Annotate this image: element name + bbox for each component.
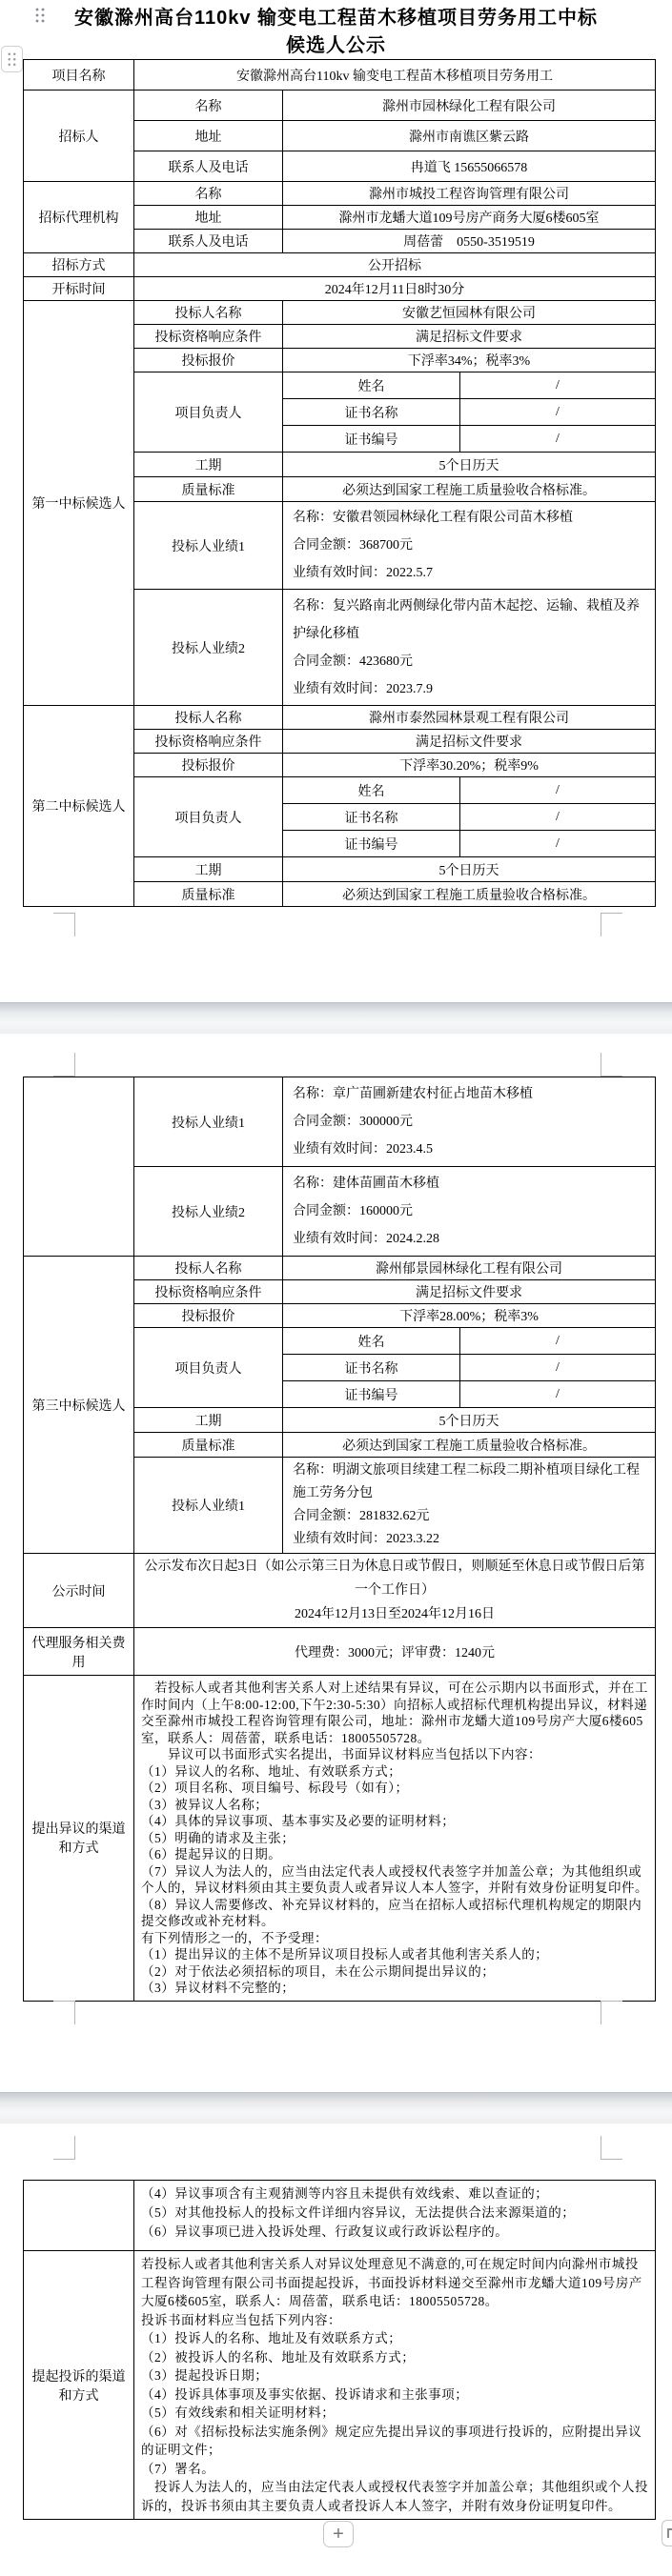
bid-announcement-table-page2 — [23, 1077, 656, 2002]
cell-paragraph: （7）署名。 — [141, 2461, 215, 2476]
cell-paragraph: （2）对于依法必须招标的项目，未在公示期间提出异议的； — [141, 1963, 496, 1979]
table-cell: 证书编号 — [283, 831, 460, 857]
table-row — [24, 91, 656, 121]
margin-corner-mark — [53, 2001, 75, 2024]
table-cell: 投标报价 — [134, 1304, 283, 1328]
cell-paragraph: （7）异议人为法人的，应当由法定代表人或授权代表签字并加盖公章；为其他组织或个人的，异议材料须由其主要负责人或者异议人本人签字，并附有效身份证明复印件。 — [141, 1863, 648, 1895]
cell-paragraph: （6）提起异议的日期。 — [141, 1847, 282, 1862]
table-cell: / — [460, 399, 656, 426]
table-cell: 投标报价 — [134, 754, 283, 777]
cell-line: 业绩有效时间：2023.3.22 — [293, 1532, 439, 1546]
table-cell: 滁州市泰然园林景观工程有限公司 — [283, 706, 656, 730]
cell-paragraph: （4）投诉具体事项及事实依据、投诉请求和主张事项； — [141, 2386, 469, 2402]
table-cell: 质量标准 — [134, 882, 283, 907]
table-cell: 公开招标 — [134, 253, 656, 277]
cell-paragraph: （2）被投诉人的名称、地址及有效联系方式； — [141, 2349, 416, 2365]
cell-line: 合同金额：160000元 — [293, 1204, 413, 1218]
table-cell: 滁州市城投工程咨询管理有限公司 — [283, 182, 656, 206]
page-title-line1: 安徽滁州高台110kv 输变电工程苗木移植项目劳务用工中标 — [73, 8, 599, 29]
margin-corner-mark — [53, 913, 75, 936]
table-row — [24, 1554, 656, 1628]
table-cell: 姓名 — [283, 372, 460, 399]
table-cell: 证书名称 — [283, 399, 460, 426]
table-cell: 提起投诉的渠道和方式 — [24, 2251, 134, 2520]
cell-paragraph: （1）异议人的名称、地址、有效联系方式； — [141, 1763, 402, 1779]
table-cell — [283, 502, 656, 590]
bid-announcement-table-page3 — [23, 2180, 656, 2520]
table-cell: 代理服务相关费用 — [24, 1628, 134, 1676]
table-cell: 项目负责人 — [134, 777, 283, 857]
table-cell: 证书编号 — [283, 1381, 460, 1408]
table-cell: 5个日历天 — [283, 1408, 656, 1433]
cell-line: 合同金额：423680元 — [293, 654, 413, 669]
cell-paragraph: （6）对《招标投标法实施条例》规定应先提出异议的事项进行投诉的，应附提出异议的证明文件； — [141, 2424, 642, 2457]
table-cell: / — [460, 1381, 656, 1408]
table-cell — [283, 1167, 656, 1257]
cell-paragraph: （5）对其他投标人的投标文件详细内容异议，无法提供合法来源渠道的； — [141, 2205, 576, 2220]
cell-line: 合同金额：300000元 — [293, 1115, 413, 1129]
page-title — [0, 5, 672, 60]
table-cell: 下浮率28.00%；税率3% — [283, 1304, 656, 1328]
table-cell: 名称 — [134, 91, 283, 121]
table-cell: 投标人业绩1 — [134, 1077, 283, 1167]
table-cell: 必须达到国家工程施工质量验收合格标准。 — [283, 1433, 656, 1458]
cell-paragraph: （5）明确的请求及主张； — [141, 1830, 295, 1845]
table-cell: 第三中标候选人 — [24, 1257, 134, 1554]
table-cell: 投标资格响应条件 — [134, 1280, 283, 1304]
table-cell: 投标报价 — [134, 349, 283, 372]
table-cell: 项目名称 — [24, 60, 134, 91]
table-row — [24, 60, 656, 91]
table-cell: 滁州郁景园林绿化工程有限公司 — [283, 1257, 656, 1280]
table-cell: 投标人名称 — [134, 301, 283, 325]
table-cell: 开标时间 — [24, 277, 134, 301]
table-cell — [134, 1554, 656, 1628]
table-cell: 投标人业绩2 — [134, 590, 283, 706]
table-row — [24, 277, 656, 301]
table-row — [24, 253, 656, 277]
cell-line: 合同金额：281832.62元 — [293, 1509, 430, 1523]
page-break-bar — [0, 1002, 672, 1034]
cell-paragraph: （1）提出异议的主体不是所异议项目投标人或者其他利害关系人的； — [141, 1947, 549, 1962]
page-break-bar — [0, 2092, 672, 2123]
cell-paragraph: （2）项目名称、项目编号、标段号（如有）； — [141, 1781, 409, 1795]
cell-line: 名称：安徽君领园林绿化工程有限公司苗木移植 — [293, 511, 573, 525]
table-cell: / — [460, 372, 656, 399]
table-cell: / — [460, 1355, 656, 1381]
cell-line: 合同金额：368700元 — [293, 538, 413, 553]
cell-paragraph: （3）提起投诉日期； — [141, 2368, 269, 2383]
table-cell: 证书编号 — [283, 426, 460, 453]
table-cell: 地址 — [134, 121, 283, 151]
cell-paragraph: 若投标人或者其他利害关系人对上述结果有异议，可在公示期内以书面形式，并在工作时间内（上午8:00-12:00,下午2:30-5:30）向招标人或招标代理机构提出异议，材料递交至滁州市城投工程咨询管理有限公司，地址：滁州市龙蟠大道109号房产大厦6楼605室，联系人：周蓓蕾，联系电话：18005505728。 — [141, 1680, 648, 1745]
margin-corner-mark — [53, 2136, 75, 2160]
table-cell: 第二中标候选人 — [24, 706, 134, 907]
table-cell: 姓名 — [283, 777, 460, 804]
cell-line: 名称：复兴路南北两侧绿化带内苗木起挖、运输、栽植及养护绿化移植 — [293, 598, 640, 641]
table-cell — [134, 2181, 656, 2251]
cell-line: 名称：明湖文旅项目续建工程二标段二期补植项目绿化工程施工劳务分包 — [293, 1463, 640, 1500]
cell-paragraph: （3）异议材料不完整的； — [141, 1981, 295, 1995]
table-cell: 投标资格响应条件 — [134, 730, 283, 754]
cell-line: 公示发布次日起3日（如公示第三日为休息日或节假日，则顺延至休息日或节假日后第 — [144, 1560, 645, 1574]
table-cell: 滁州市南谯区紫云路 — [283, 121, 656, 151]
table-cell: 滁州市园林绿化工程有限公司 — [283, 91, 656, 121]
table-cell — [283, 1077, 656, 1167]
table-cell: 提出异议的渠道和方式 — [24, 1676, 134, 2002]
table-cell: 满足招标文件要求 — [283, 1280, 656, 1304]
table-cell: 必须达到国家工程施工质量验收合格标准。 — [283, 882, 656, 907]
table-cell: / — [460, 804, 656, 831]
cell-paragraph: 有下列情形之一的，不予受理： — [141, 1930, 328, 1945]
table-cell: 冉道飞 15655066578 — [283, 151, 656, 182]
cell-line: 名称：章广苗圃新建农村征占地苗木移植 — [293, 1087, 533, 1101]
table-cell: 5个日历天 — [283, 857, 656, 882]
margin-corner-mark — [601, 2001, 622, 2024]
table-cell: 项目负责人 — [134, 372, 283, 453]
cell-paragraph: （4）异议事项含有主观猜测等内容且未提供有效线索、难以查证的； — [141, 2186, 549, 2201]
cell-paragraph: （5）有效线索和相关证明材料； — [141, 2405, 336, 2420]
cell-paragraph: 投诉人为法人的，应当由法定代表人或授权代表签字并加盖公章；其他组织或个人投诉的，投诉书须由其主要负责人或者投诉人本人签字，并附有效身份证明复印件。 — [141, 2480, 648, 2513]
cell-line: 业绩有效时间：2023.4.5 — [293, 1142, 433, 1157]
table-cell: 名称 — [134, 182, 283, 206]
cell-line: 业绩有效时间：2024.2.28 — [293, 1232, 439, 1246]
margin-corner-mark — [601, 913, 622, 936]
table-cell: 姓名 — [283, 1328, 460, 1355]
table-cell: 投标人名称 — [134, 1257, 283, 1280]
table-row — [24, 706, 656, 730]
table-cell: 质量标准 — [134, 477, 283, 502]
cell-line: 业绩有效时间：2023.7.9 — [293, 681, 433, 696]
table-cell: 2024年12月11日8时30分 — [134, 277, 656, 301]
bid-announcement-table-page1 — [23, 59, 656, 907]
table-cell: 投标资格响应条件 — [134, 325, 283, 349]
table-row — [24, 1628, 656, 1676]
cell-line: 名称：建体苗圃苗木移植 — [293, 1177, 439, 1191]
table-cell: 联系人及电话 — [134, 151, 283, 182]
table-cell: 下浮率34%；税率3% — [283, 349, 656, 372]
table-cell: 投标人业绩1 — [134, 502, 283, 590]
table-row — [24, 182, 656, 206]
margin-corner-mark — [601, 1053, 622, 1077]
add-block-button[interactable]: + — [323, 2521, 354, 2547]
table-cell: 证书名称 — [283, 1355, 460, 1381]
table-cell: 证书名称 — [283, 804, 460, 831]
table-row — [24, 301, 656, 325]
table-row — [24, 2251, 656, 2520]
table-cell: 工期 — [134, 1408, 283, 1433]
table-cell: 满足招标文件要求 — [283, 730, 656, 754]
cell-paragraph: 投诉书面材料应当包括下列内容： — [141, 2312, 341, 2327]
table-cell: 工期 — [134, 453, 283, 477]
table-cell — [24, 1077, 134, 1257]
table-cell: 下浮率30.20%；税率9% — [283, 754, 656, 777]
table-cell: 安徽艺恒园林有限公司 — [283, 301, 656, 325]
table-cell: / — [460, 831, 656, 857]
cell-paragraph: （4）具体的异议事项、基本事实及必要的证明材料； — [141, 1814, 456, 1828]
table-cell: 投标人名称 — [134, 706, 283, 730]
table-cell: 必须达到国家工程施工质量验收合格标准。 — [283, 477, 656, 502]
table-cell: 质量标准 — [134, 1433, 283, 1458]
cell-line: 2024年12月13日至2024年12月16日 — [295, 1607, 495, 1621]
expand-corner-icon[interactable] — [662, 2520, 672, 2546]
margin-corner-mark — [601, 2136, 622, 2160]
table-cell: 招标方式 — [24, 253, 134, 277]
table-cell: / — [460, 777, 656, 804]
table-cell: 满足招标文件要求 — [283, 325, 656, 349]
table-cell: 联系人及电话 — [134, 230, 283, 253]
table-row — [24, 2181, 656, 2251]
table-cell: 招标代理机构 — [24, 182, 134, 253]
table-cell — [134, 1676, 656, 2002]
table-cell: 第一中标候选人 — [24, 301, 134, 706]
table-cell: / — [460, 426, 656, 453]
cell-paragraph: （1）投诉人的名称、地址及有效联系方式； — [141, 2331, 402, 2345]
table-cell — [134, 2251, 656, 2520]
table-cell: 周蓓蕾 0550-3519519 — [283, 230, 656, 253]
cell-paragraph: （3）被异议人名称； — [141, 1797, 269, 1812]
table-cell: 公示时间 — [24, 1554, 134, 1628]
table-cell: 项目负责人 — [134, 1328, 283, 1408]
table-cell: 5个日历天 — [283, 453, 656, 477]
margin-corner-mark — [53, 1053, 75, 1077]
table-cell: 投标人业绩2 — [134, 1167, 283, 1257]
table-cell: 工期 — [134, 857, 283, 882]
table-row — [24, 1257, 656, 1280]
table-cell: / — [460, 1328, 656, 1355]
cell-paragraph: 异议可以书面形式实名提出，书面异议材料应当包括以下内容： — [168, 1747, 541, 1761]
table-row — [24, 1077, 656, 1167]
table-cell — [283, 590, 656, 706]
table-cell: 招标人 — [24, 91, 134, 182]
table-cell — [283, 1458, 656, 1554]
table-cell: 滁州市龙蟠大道109号房产商务大厦6楼605室 — [283, 206, 656, 230]
table-cell: 投标人业绩1 — [134, 1458, 283, 1554]
cell-paragraph: 若投标人或者其他利害关系人对异议处理意见不满意的,可在规定时间内向滁州市城投工程咨询管理有限公司书面提起投诉，书面投诉材料递交至滁州市龙蟠大道109号房产大厦6楼605室，联系人：周蓓蕾，联系电话：18005505728。 — [141, 2257, 642, 2308]
cell-line: 一个工作日） — [355, 1583, 435, 1598]
table-cell — [24, 2181, 134, 2251]
page-title-line2: 候选人公示 — [286, 35, 386, 56]
cell-paragraph: （6）异议事项已进入投诉处理、行政复议或行政诉讼程序的。 — [141, 2224, 509, 2239]
table-cell: 地址 — [134, 206, 283, 230]
cell-paragraph: （8）异议人需要修改、补充异议材料的，应当在招标人或招标代理机构规定的期限内提交修改或补充材料。 — [141, 1897, 642, 1928]
cell-line: 业绩有效时间：2022.5.7 — [293, 566, 433, 580]
table-cell: 代理费：3000元；评审费：1240元 — [134, 1628, 656, 1676]
table-cell: 安徽滁州高台110kv 输变电工程苗木移植项目劳务用工 — [134, 60, 656, 91]
table-row — [24, 1676, 656, 2002]
